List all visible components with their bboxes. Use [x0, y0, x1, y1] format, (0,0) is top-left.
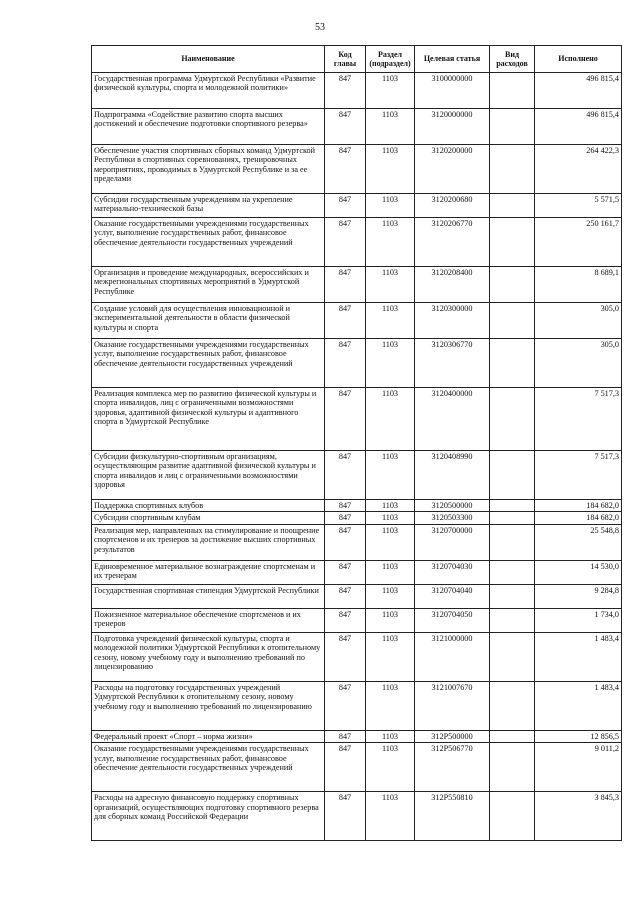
cell-type: [490, 560, 535, 584]
cell-code: 847: [325, 218, 366, 267]
cell-name: Реализация мер, направленных на стимулирование и поощрение спортсменов и их тренеров за достижение высших спортивных результатов: [92, 524, 325, 560]
cell-name: Единовременное материальное вознаграждение спортсменам и их тренерам: [92, 560, 325, 584]
cell-section: 1103: [366, 451, 415, 500]
cell-amount: 9 011,2: [535, 743, 622, 792]
cell-amount: 496 815,4: [535, 109, 622, 145]
cell-type: [490, 681, 535, 730]
cell-type: [490, 388, 535, 451]
header-name: Наименование: [92, 46, 325, 73]
cell-code: 847: [325, 524, 366, 560]
cell-name: Пожизненное материальное обеспечение спортсменов и их тренеров: [92, 608, 325, 632]
cell-code: 847: [325, 267, 366, 303]
cell-target: 3120000000: [415, 109, 490, 145]
cell-name: Субсидии государственным учреждениям на укрепление материально-технической базы: [92, 194, 325, 218]
table-row: [92, 145, 622, 194]
cell-code: 847: [325, 681, 366, 730]
cell-amount: 184 682,0: [535, 512, 622, 524]
cell-type: [490, 584, 535, 608]
cell-target: 3120206770: [415, 218, 490, 267]
cell-code: 847: [325, 388, 366, 451]
table-row: [92, 681, 622, 730]
cell-name: Федеральный проект «Спорт – норма жизни»: [92, 730, 325, 742]
cell-section: 1103: [366, 792, 415, 841]
cell-type: [490, 218, 535, 267]
cell-section: 1103: [366, 194, 415, 218]
cell-target: 3121007670: [415, 681, 490, 730]
cell-amount: 496 815,4: [535, 73, 622, 109]
table-row: [92, 560, 622, 584]
cell-target: 3120700000: [415, 524, 490, 560]
cell-name: Поддержка спортивных клубов: [92, 500, 325, 512]
cell-target: 312P550810: [415, 792, 490, 841]
table-row: [92, 584, 622, 608]
cell-section: 1103: [366, 218, 415, 267]
cell-name: Расходы на подготовку государственных учреждений Удмуртской Республики к отопительному сезону, новому учебному году и выполнению требований по лицензированию: [92, 681, 325, 730]
table-row: [92, 608, 622, 632]
cell-amount: 305,0: [535, 339, 622, 388]
header-section: Раздел (подраздел): [366, 46, 415, 73]
header-amount: Исполнено: [535, 46, 622, 73]
cell-target: 312P506770: [415, 743, 490, 792]
cell-amount: 1 734,0: [535, 608, 622, 632]
cell-amount: 5 571,5: [535, 194, 622, 218]
cell-name: Государственная программа Удмуртской Республики «Развитие физической культуры, спорта и молодежной политики»: [92, 73, 325, 109]
cell-name: Оказание государственными учреждениями государственных услуг, выполнение государственных работ, финансовое обеспечение деятельности государственных учреждений: [92, 743, 325, 792]
cell-name: Субсидии физкультурно-спортивным организациям, осуществляющим развитие адаптивной физической культуры и спорта инвалидов и лиц с ограниченными возможностями здоровья: [92, 451, 325, 500]
cell-section: 1103: [366, 560, 415, 584]
cell-name: Оказание государственными учреждениями государственных услуг, выполнение государственных работ, финансовое обеспечение деятельности государственных учреждений: [92, 218, 325, 267]
cell-target: 3120300000: [415, 303, 490, 339]
table-row: [92, 524, 622, 560]
cell-amount: 3 845,3: [535, 792, 622, 841]
table-row: [92, 303, 622, 339]
cell-section: 1103: [366, 743, 415, 792]
cell-target: 3120200000: [415, 145, 490, 194]
table-row: [92, 730, 622, 742]
cell-target: 3120306770: [415, 339, 490, 388]
cell-section: 1103: [366, 524, 415, 560]
cell-name: Расходы на адресную финансовую поддержку спортивных организаций, осуществляющих подготовку спортивного резерва для сборных команд Российской Федерации: [92, 792, 325, 841]
cell-amount: 7 517,3: [535, 451, 622, 500]
cell-code: 847: [325, 500, 366, 512]
cell-type: [490, 730, 535, 742]
cell-type: [490, 743, 535, 792]
table-row: [92, 792, 622, 841]
cell-amount: 1 483,4: [535, 681, 622, 730]
cell-code: 847: [325, 145, 366, 194]
cell-type: [490, 194, 535, 218]
cell-section: 1103: [366, 109, 415, 145]
cell-type: [490, 267, 535, 303]
cell-amount: 7 517,3: [535, 388, 622, 451]
cell-type: [490, 73, 535, 109]
cell-amount: 264 422,3: [535, 145, 622, 194]
table-row: [92, 194, 622, 218]
cell-type: [490, 512, 535, 524]
header-target: Целевая статья: [415, 46, 490, 73]
cell-type: [490, 451, 535, 500]
cell-amount: 1 483,4: [535, 632, 622, 681]
cell-section: 1103: [366, 500, 415, 512]
cell-code: 847: [325, 109, 366, 145]
cell-amount: 8 689,1: [535, 267, 622, 303]
table-row: [92, 451, 622, 500]
cell-target: 3120200680: [415, 194, 490, 218]
cell-target: 3100000000: [415, 73, 490, 109]
cell-amount: 12 856,5: [535, 730, 622, 742]
cell-section: 1103: [366, 339, 415, 388]
cell-target: 3120503300: [415, 512, 490, 524]
cell-code: 847: [325, 730, 366, 742]
cell-type: [490, 145, 535, 194]
cell-name: Оказание государственными учреждениями государственных услуг, выполнение государственных работ, финансовое обеспечение деятельности государственных учреждений: [92, 339, 325, 388]
table-row: [92, 500, 622, 512]
cell-amount: 305,0: [535, 303, 622, 339]
cell-section: 1103: [366, 608, 415, 632]
table-row: [92, 267, 622, 303]
cell-code: 847: [325, 451, 366, 500]
header-code: Код главы: [325, 46, 366, 73]
cell-code: 847: [325, 608, 366, 632]
cell-name: Реализация комплекса мер по развитию физической культуры и спорта инвалидов, лиц с ограниченными возможностями здоровья, адаптивной физической культуры и адаптивного спорта в Удмуртской Республике: [92, 388, 325, 451]
cell-code: 847: [325, 303, 366, 339]
cell-section: 1103: [366, 303, 415, 339]
cell-type: [490, 109, 535, 145]
table-row: [92, 109, 622, 145]
cell-code: 847: [325, 743, 366, 792]
cell-section: 1103: [366, 73, 415, 109]
cell-code: 847: [325, 632, 366, 681]
cell-code: 847: [325, 512, 366, 524]
cell-code: 847: [325, 194, 366, 218]
cell-target: 3120408990: [415, 451, 490, 500]
table-row: [92, 218, 622, 267]
cell-type: [490, 608, 535, 632]
cell-target: 3120500000: [415, 500, 490, 512]
page-number: 53: [315, 22, 325, 33]
cell-name: Государственная спортивная стипендия Удмуртской Республики: [92, 584, 325, 608]
cell-name: Подпрограмма «Содействие развитию спорта высших достижений и обеспечение подготовки спортивного резерва»: [92, 109, 325, 145]
cell-code: 847: [325, 792, 366, 841]
cell-amount: 250 161,7: [535, 218, 622, 267]
cell-code: 847: [325, 339, 366, 388]
cell-type: [490, 632, 535, 681]
cell-target: 312P500000: [415, 730, 490, 742]
budget-table: [91, 45, 622, 841]
cell-amount: 184 682,0: [535, 500, 622, 512]
table-header-row: [92, 46, 622, 73]
cell-section: 1103: [366, 730, 415, 742]
cell-name: Подготовка учреждений физической культуры, спорта и молодежной политики Удмуртской Республики к отопительному сезону, новому учебному году и выполнению требований по лицензированию: [92, 632, 325, 681]
cell-section: 1103: [366, 388, 415, 451]
header-type: Вид расходов: [490, 46, 535, 73]
cell-target: 3121000000: [415, 632, 490, 681]
cell-section: 1103: [366, 145, 415, 194]
cell-code: 847: [325, 560, 366, 584]
cell-name: Создание условий для осуществления инновационной и экспериментальной деятельности в области физической культуры и спорта: [92, 303, 325, 339]
cell-type: [490, 303, 535, 339]
cell-amount: 14 530,0: [535, 560, 622, 584]
cell-type: [490, 524, 535, 560]
cell-target: 3120400000: [415, 388, 490, 451]
cell-section: 1103: [366, 512, 415, 524]
cell-type: [490, 792, 535, 841]
cell-name: Субсидии спортивным клубам: [92, 512, 325, 524]
cell-name: Организация и проведение международных, всероссийских и межрегиональных спортивных мероприятий в Удмуртской Республике: [92, 267, 325, 303]
cell-code: 847: [325, 584, 366, 608]
table-row: [92, 339, 622, 388]
cell-section: 1103: [366, 584, 415, 608]
table-row: [92, 73, 622, 109]
cell-target: 3120704030: [415, 560, 490, 584]
cell-target: 3120704040: [415, 584, 490, 608]
cell-type: [490, 339, 535, 388]
cell-section: 1103: [366, 681, 415, 730]
table-row: [92, 388, 622, 451]
cell-section: 1103: [366, 632, 415, 681]
cell-amount: 25 548,8: [535, 524, 622, 560]
cell-amount: 9 284,8: [535, 584, 622, 608]
table-row: [92, 743, 622, 792]
cell-target: 3120208400: [415, 267, 490, 303]
cell-type: [490, 500, 535, 512]
cell-target: 3120704050: [415, 608, 490, 632]
table-row: [92, 632, 622, 681]
cell-name: Обеспечение участия спортивных сборных команд Удмуртской Республики в спортивных соревнованиях, тренировочных мероприятиях, проводимых в Удмуртской Республике и за ее пределами: [92, 145, 325, 194]
table-row: [92, 512, 622, 524]
cell-code: 847: [325, 73, 366, 109]
cell-section: 1103: [366, 267, 415, 303]
